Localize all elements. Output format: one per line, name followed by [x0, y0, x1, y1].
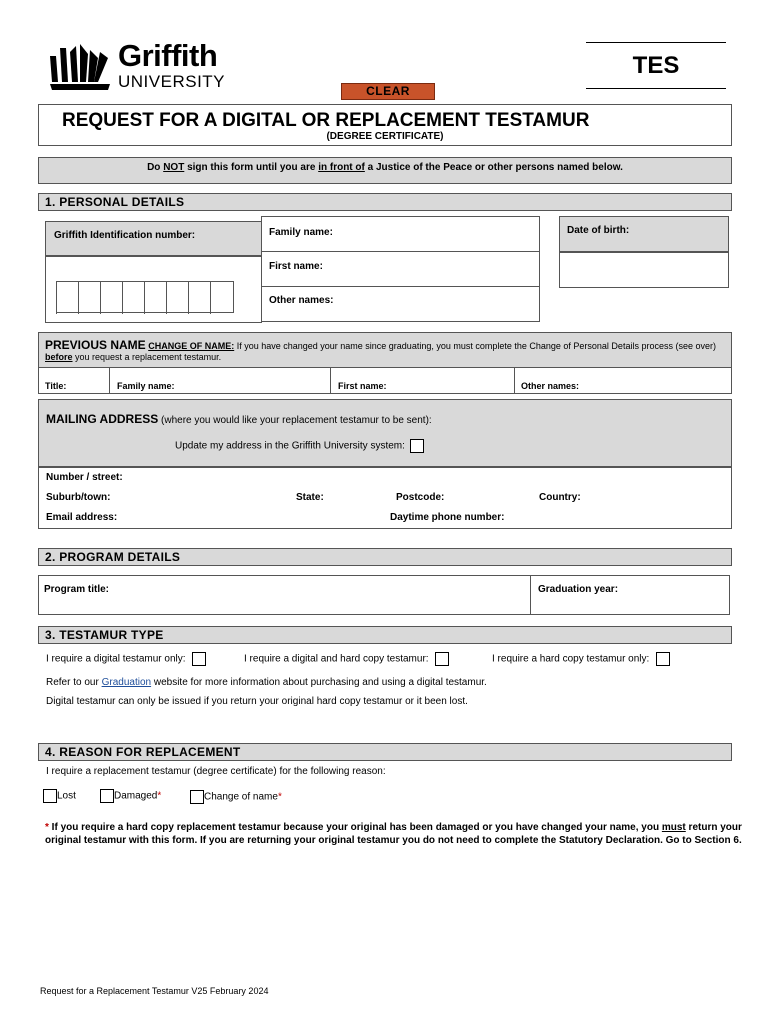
names-row-line [261, 251, 540, 252]
update-address-checkbox[interactable] [410, 439, 424, 453]
form-code-bottom-rule [586, 88, 726, 89]
prev-divider [109, 367, 110, 394]
address-fields [38, 467, 732, 529]
mailing-box [38, 399, 732, 467]
id-label: Griffith Identification number: [54, 230, 196, 241]
griffith-logo [48, 38, 253, 94]
id-digit-cell[interactable] [144, 282, 166, 314]
graduation-refer-text: Refer to our Graduation website for more information about purchasing and using a digital testamur. [46, 677, 487, 688]
reason-change-checkbox[interactable] [190, 790, 204, 804]
other-names-field[interactable]: Other names: [269, 295, 334, 306]
form-code: TES [632, 52, 680, 79]
section-program-heading: 2. PROGRAM DETAILS [38, 548, 732, 566]
section-testamur-heading: 3. TESTAMUR TYPE [38, 626, 732, 644]
id-digit-cell[interactable] [78, 282, 100, 314]
id-digit-cell[interactable] [100, 282, 122, 314]
reason-lost-option: Lost [43, 789, 76, 803]
griffith-crest-icon [48, 42, 116, 92]
logo-sub: UNIVERSITY [118, 72, 226, 91]
email-field[interactable]: Email address: [46, 512, 118, 523]
previous-name-text: PREVIOUS NAME CHANGE OF NAME: If you have changed your name since graduating, you must complete the Change of Personal Details process (see over) before you request a replacement testamur. [45, 338, 716, 362]
id-digit-cell[interactable] [166, 282, 188, 314]
id-digit-cell[interactable] [56, 282, 78, 314]
mailing-heading: MAILING ADDRESS (where you would like your replacement testamur to be sent): [46, 412, 432, 426]
section-reason-heading: 4. REASON FOR REPLACEMENT [38, 743, 732, 761]
id-digit-cell[interactable] [210, 282, 232, 314]
hard-only-checkbox[interactable] [656, 652, 670, 666]
footer-text: Request for a Replacement Testamur V25 February 2024 [40, 986, 269, 996]
suburb-field[interactable]: Suburb/town: [46, 492, 111, 503]
reason-damaged-option: Damaged* [100, 789, 161, 803]
notice-text: Do NOT sign this form until you are in front of a Justice of the Peace or other persons named below. [147, 162, 623, 173]
id-digit-cells[interactable] [56, 281, 234, 313]
hard-only-option: I require a hard copy testamur only: [492, 652, 670, 666]
page-title: REQUEST FOR A DIGITAL OR REPLACEMENT TESTAMUR [62, 110, 590, 131]
clear-button[interactable]: CLEAR [341, 83, 435, 100]
prev-divider [514, 367, 515, 394]
reason-lost-checkbox[interactable] [43, 789, 57, 803]
program-title-field[interactable]: Program title: [44, 584, 110, 595]
prev-first-name-field[interactable]: First name: [338, 381, 387, 391]
digital-note: Digital testamur can only be issued if you return your original hard copy testamur or it been lost. [46, 696, 468, 707]
id-digit-cell[interactable] [122, 282, 144, 314]
dob-field[interactable] [559, 252, 729, 288]
state-field[interactable]: State: [296, 492, 324, 503]
prev-title-field[interactable]: Title: [45, 381, 67, 391]
digital-only-option: I require a digital testamur only: [46, 652, 206, 666]
graduation-link[interactable]: Graduation [101, 677, 152, 688]
family-name-field[interactable]: Family name: [269, 227, 333, 238]
page-subtitle: (DEGREE CERTIFICATE) [326, 131, 444, 142]
reason-damaged-checkbox[interactable] [100, 789, 114, 803]
digital-hard-option: I require a digital and hard copy testamur: [244, 652, 449, 666]
program-divider [530, 575, 531, 615]
phone-field[interactable]: Daytime phone number: [390, 512, 505, 523]
digital-only-checkbox[interactable] [192, 652, 206, 666]
id-digit-cell[interactable] [188, 282, 210, 314]
update-address-row: Update my address in the Griffith University system: [175, 439, 424, 453]
graduation-year-field[interactable]: Graduation year: [538, 584, 619, 595]
street-field[interactable]: Number / street: [46, 472, 123, 483]
dob-label: Date of birth: [567, 225, 630, 236]
reason-intro: I require a replacement testamur (degree certificate) for the following reason: [46, 766, 386, 777]
prev-other-names-field[interactable]: Other names: [521, 381, 580, 391]
prev-family-name-field[interactable]: Family name: [117, 381, 175, 391]
postcode-field[interactable]: Postcode: [396, 492, 445, 503]
reason-note: * If you require a hard copy replacement testamur because your original has been damaged or you have changed your name, you must return your original testamur with this form. If you are returning your original testamur you do not need to complete the Statutory Declaration. Go to Section 6. [45, 822, 742, 846]
reason-change-option: Change of name* [190, 790, 282, 804]
prev-divider [330, 367, 331, 394]
section-personal-heading: 1. PERSONAL DETAILS [38, 193, 732, 211]
logo-word: Griffith [118, 38, 218, 73]
country-field[interactable]: Country: [539, 492, 581, 503]
id-number-box[interactable] [45, 256, 262, 323]
program-box [38, 575, 730, 615]
form-code-top-rule [586, 42, 726, 43]
first-name-field[interactable]: First name: [269, 261, 323, 272]
names-row-line [261, 286, 540, 287]
digital-hard-checkbox[interactable] [435, 652, 449, 666]
